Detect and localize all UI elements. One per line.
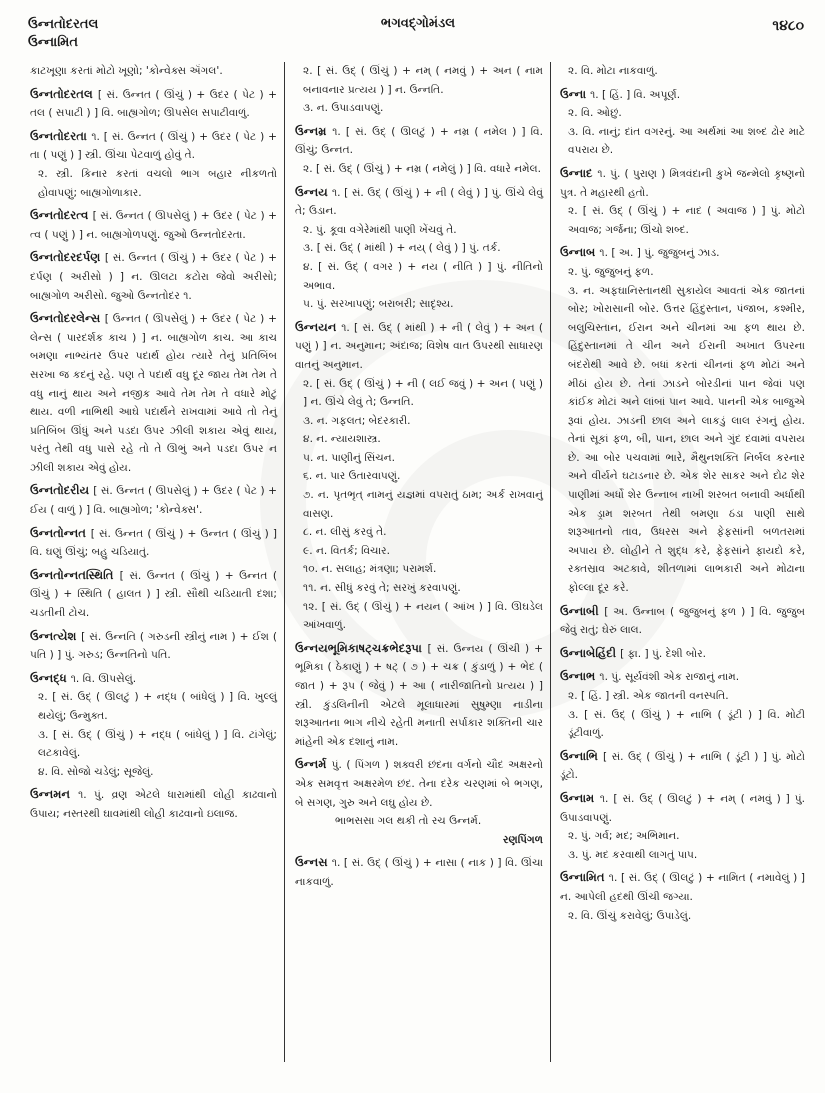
dictionary-entry <box>30 309 277 477</box>
sense: ૨. પું. કૂવા વગેરેમાંથી પાણી ખેંચવું તે. <box>303 223 457 236</box>
dictionary-entry <box>560 868 805 925</box>
dictionary-entry <box>295 755 543 849</box>
dictionary-entry <box>295 183 543 314</box>
sense: ૨. સ્ત્રી. કિનાર કરતાં વચલો ભાગ બહાર નીકળતો હોવાપણું; બાહ્યગોળાકાર. <box>38 167 277 199</box>
column-2 <box>295 62 543 896</box>
definition: [ સં. ઉન્નત ( ઊંચું ) + ઉન્નત ( ઊંચું ) + સ્થિતિ ( હાલત ) ] સ્ત્રી. સૌથી ચડિયાતી દશા; ચડતીની ટોચ. <box>30 569 277 620</box>
dictionary-entry <box>30 566 277 623</box>
verse-source: રણપિંગળ <box>503 833 543 846</box>
dictionary-entry <box>30 524 277 562</box>
dictionary-entry <box>560 747 805 785</box>
sense: ૩. ન. અફઘાનિસ્તાનથી સુકાયેલ આવતાં એક જાતનાં બોર; ખોરાસાની બોર. ઉત્તર હિંદુસ્તાન, પંજાબ, કશ્મીર, બલુચિસ્તાન, ઈરાન અને ચીનમાં આ ફળ થાય છે. હિંદુસ્તાનમાં તે ચીન અને ઈરાની અખાત ઉપરના બંદરોથી આવે છે. બધાં કરતાં ચીનનાં ફળ મોટાં અને મીઠાં હોય છે. તેનાં ઝાડને બોરડીનાં પાન જેવાં પણ કાંઈક મોટાં અને લાંબાં પાન આવે. પાનની એક બાજુએ રૂવાં હોય. ઝાડની છાલ અને લાકડું લાલ રંગનું હોય. તેનાં સૂકાં ફળ, બી, પાન, છાલ અને ગુંદ દવામાં વપરાય છે. આ બોર પચવામાં ભારે, મૈથુનશક્તિ નિર્બલ કરનાર અને વીર્યને ઘટાડનાર છે. એક શેર સાકર અને દોઢ શેર પાણીમાં અર્ધો શેર ઉન્નાબ નાખી શરબત બનાવી અર્ધાથી એક ડ્રામ શરબત તેથી બમણા ઠંડા પાણી સાથે શરૂઆતનો તાવ, ઉધરસ અને ફેફસાંની બળતરામાં અપાય છે. લોહીને તે શુદ્ધ કરે, ફેફસાંને ફાયદો કરે, રક્તસ્રાવ અટકાવે, શીતળામાં લાભકારી અને મોઢાના ફોલ્લા દૂર કરે. <box>568 284 805 595</box>
headword: ઉન્નતોદરત્વ <box>30 208 93 223</box>
sense: ૩. [ સં. ઉદ્ ( માંથી ) + નય્ ( લેવું ) ] પું. તર્ક. <box>303 242 501 255</box>
dictionary-entry <box>295 62 543 118</box>
sense: ૪. [ સં. ઉદ્ ( વગર ) + નય ( નીતિ ) ] પું. નીતિનો અભાવ. <box>303 260 543 292</box>
sense: ૨. વિ. ઓછું. <box>568 107 622 120</box>
column-1 <box>30 62 277 828</box>
definition: ૧. પું. ( પુરાણ ) મિત્રવંદાની કુખે જન્મેલો કૃષ્ણનો પુત્ર. તે મહારથી હતો. <box>560 167 805 199</box>
sense: ૩. પું. મદ કરવાથી લાગતું પાપ. <box>568 848 698 861</box>
sense: ૩. વિ. નાનું; દાંત વગરનું. આ અર્થમાં આ શબ્દ ઢોર માટે વપરાય છે. <box>568 125 805 157</box>
headword: ઉન્નતોદરલેન્સ <box>30 311 105 326</box>
column-divider <box>284 62 285 1062</box>
dictionary-entry <box>560 85 805 160</box>
dictionary-entry <box>30 248 277 305</box>
definition: [ સં. ઉન્નત ( ઊપસેલું ) + ઉદર ( પેટ ) + ઈય ( વાળું ) ] વિ. બાહ્યગોળ; 'કોન્વેક્સ'. <box>30 485 277 517</box>
headword: ઉન્નર્મ <box>295 757 332 772</box>
sense: ૬. ન. પાર ઉતારવાપણું. <box>303 470 401 483</box>
sense: ૩. [ સં. ઉદ્ ( ઊંચું ) + નદ્ધ ( બાંધેલું ) ] વિ. ટાંગેલું; લટકાવેલું. <box>38 728 277 760</box>
sense: ૪. વિ. સોજો ચડેલું; સૂજેલું. <box>38 765 154 778</box>
sense: ૨. પું. જુજુબનું ફળ. <box>568 265 654 278</box>
definition: ૧. વિ. ઊપસેલું. <box>70 672 137 685</box>
headword: ઉન્નસ <box>295 855 332 870</box>
dictionary-entry <box>30 206 277 244</box>
dictionary-entry <box>30 62 277 81</box>
sense: ૨. [ સં. ઉદ્ ( ઊંચું ) + ની ( લઈ જવું ) + અન ( પણું ) ] ન. ઊંચે લેવું તે; ઉન્નતિ. <box>303 377 543 409</box>
guide-word-top: ઉન્નતોદરતલ <box>28 17 99 32</box>
definition: [ સં. ઉન્નત ( ઊંચું ) + ઉદર ( પેટ ) + દર્પણ ( અરીસો ) ] ન. ઊલટા કટોરા જેવો અરીસો; બાહ્યગોળ અરીસો. જુઓ ઉન્નતોદર ૧. <box>30 252 277 302</box>
headword: ઉન્નયભૂમિકાષટ્ચક્રભેદરૂપા <box>295 640 428 655</box>
sense: ૫. ન. પાણીનું સિંચન. <box>303 451 396 464</box>
headword: ઉન્ના <box>560 86 591 101</box>
dictionary-entry <box>295 639 543 752</box>
dictionary-entry <box>30 481 277 519</box>
headword: ઉન્નતોન્નતસ્થિતિ <box>30 567 120 582</box>
headword: ઉન્નતોદરદર્પણ <box>30 250 105 265</box>
page-header <box>28 14 808 54</box>
headword: ઉન્નાબેહિંદી <box>560 645 621 660</box>
dictionary-entry <box>30 127 277 202</box>
sense: ૧૨. [ સં. ઉદ્ ( ઊંચું ) + નયન ( આંખ ) ] વિ. ઊઘડેલ આંખવાળું. <box>303 600 543 632</box>
headword: ઉન્નતોન્નત <box>30 525 91 540</box>
dictionary-entry <box>560 667 805 742</box>
headword: ઉન્નયન <box>295 319 342 334</box>
sense: ૮. ન. લીસું કરવું તે. <box>303 526 387 539</box>
sense: ૩. ન. ગફલત; બેદરકારી. <box>303 414 411 427</box>
headword: ઉન્નદ્ધ <box>30 670 71 685</box>
headword: ઉન્નાભિ <box>560 748 604 763</box>
definition: ૧. [ સં. ઉન્નત ( ઊંચું ) + ઉદર ( પેટ ) + તા ( પણું ) ] સ્ત્રી. ઊંચા પેટવાળું હોવું તે. <box>30 130 277 162</box>
definition: [ સં. ઉન્નત ( ઊંચું ) + ઉન્નત ( ઊંચું ) ] વિ. ઘણું ઊંચું; બહુ ચડિયાતું. <box>30 527 277 559</box>
definition: ૧. [ સં. ઉદ્ ( ઊંચું ) + નાસા ( નાક ) ] વિ. ઊંચા નાકવાળું. <box>295 857 544 888</box>
book-title: ભગવદ્ગોમંડલ <box>380 16 456 31</box>
headword: ઉન્નામિત <box>560 870 609 885</box>
headword: ઉન્નમ્ર <box>295 123 333 138</box>
sense: ૪. ન. ન્યાયશાસ્ત્ર. <box>303 433 381 446</box>
sense: ૨. [ સં. ઉદ્ ( ઊંચું ) + નમ્ ( નમવું ) + અન ( નામ બનાવનાર પ્રત્યય ) ] ન. ઉન્નતિ. <box>303 65 543 96</box>
sense: ૭. ન. પૃતભૃત્ નામનું યજ્ઞમાં વપરાતું ઠામ; અર્ક રાખવાનું વાસણ. <box>303 489 543 520</box>
dictionary-entry <box>560 602 805 640</box>
definition: ૧. પું. સૂર્યવંશી એક રાજાનું નામ. <box>599 671 740 684</box>
guide-word-bottom: ઉન્નામિત <box>28 35 78 50</box>
dictionary-entry <box>295 318 543 635</box>
definition: [ સં. ઉન્નતિ ( ગરુડની સ્ત્રીનું નામ ) + ઈશ ( પતિ ) ] પું. ગરુડ; ઉન્નતિનો પતિ. <box>30 630 277 662</box>
sense: ૨. વિ. મોટા નાકવાળું. <box>568 65 658 77</box>
definition: [ સં. ઉદ્ ( ઊંચું ) + નાભિ ( ડૂંટી ) ] પું. મોટો ડૂંટો. <box>560 750 806 782</box>
headword: ઉન્નાબ <box>560 245 600 260</box>
sense: ૯. ન. વિતર્ક; વિચાર. <box>303 544 390 557</box>
sense: ૨. વિ. ઊંચું કરાવેલું; ઉપાડેલું. <box>568 909 692 922</box>
dictionary-entry <box>560 62 805 81</box>
dictionary-entry <box>295 122 543 179</box>
headword: ઉન્નતોદરતલ <box>30 86 98 101</box>
sense: ૩. ન. ઉપાડવાપણું. <box>303 102 384 115</box>
definition: ૧. પું. વ્રણ એટલે ધારામાંથી લોહી કાઢવાનો ઉપાય; નસ્તરથી ઘાવમાંથી લોહી કાઢવાનો ઇલાજ. <box>30 789 277 820</box>
dictionary-entry <box>560 243 805 597</box>
dictionary-entry <box>560 164 805 239</box>
definition: પું. ( પિંગળ ) શક્વરી છંદના વર્ગનો ચૌદ અક્ષરનો એક સમવૃત્ત અક્ષરમેળ છંદ. તેના દરેક ચરણમાં બે ભગણ, બે સગણ, ગુરુ અને લઘુ હોય છે. <box>295 759 543 809</box>
headword: ઉન્નાબી <box>560 603 605 618</box>
column-divider <box>550 62 551 1062</box>
definition: ૧. [ અ. ] પું. જુજુબનું ઝાડ. <box>599 247 720 260</box>
headword: ઉન્નાદ <box>560 165 598 180</box>
dictionary-entry <box>560 789 805 864</box>
sense: ૨. [ હિં. ] સ્ત્રી. એક જાતની વનસ્પતિ. <box>568 690 729 702</box>
sense: ૨. [ સં. ઉદ્ ( ઊલટું ) + નદ્ધ ( બાંધેલું ) ] વિ. ખુલ્લું થયેલું; ઉન્મુક્ત. <box>38 691 277 722</box>
definition: [ ફા. ] પું. દેશી બોર. <box>620 647 707 660</box>
definition: [ સં. ઉન્નત ( ઊંચું ) + ઉદર ( પેટ ) + તલ ( સપાટી ) ] વિ. બાહ્યગોળ; ઊપસેલ સપાટીવાળું. <box>30 88 277 120</box>
sense: ૧૦. ન. સલાહ; મંત્રણા; પરામર્શ. <box>303 563 437 576</box>
definition: [ અ. ઉન્નાબ ( જુજુબનું ફળ ) ] વિ. જુજુબ જેવું રાતું; ઘેરું લાલ. <box>560 605 806 637</box>
sense: ૨. [ સં. ઉદ્ ( ઊંચું ) + નાદ ( અવાજ ) ] પું. મોટો અવાજ; ગર્જના; ઊંચો શબ્દ. <box>568 205 805 236</box>
sense: ૧૧. ન. સીધું કરવું તે; સરખું કરવાપણું. <box>303 582 461 595</box>
sense: ૨. પું. ગર્વ; મદ; અભિમાન. <box>568 830 680 843</box>
definition: [ ઉન્નત ( ઊપસેલું ) + ઉદર ( પેટ ) + લેન્સ ( પારદર્શક કાચ ) ] ન. બાહ્યગોળ કાચ. આ કાચ બમણા નાભ્યંતર ઉપર પદાર્થ હોય ત્યારે તેનું પ્રતિબિંબ સરખા જ કદનું રહે. પણ તે પદાર્થ વધુ દૂર જાય તેમ તેમ તે વધુ નાનું થાય અને નજીક આવે તેમ તેમ તે વધારે મોટું થાય. વળી નાભિથી આઘે પદાર્થને રાખવામાં આવે તો તેનું પ્રતિબિંબ ઊંધું અને પડદા ઉપર ઝીલી શકાય એવું થાય, પરંતુ તેથી વધુ પાસે રહે તો તે ઊભું અને પડદા ઉપર ન ઝીલી શકાય એવું હોય. <box>30 313 277 474</box>
definition: ૧. [ હિં. ] વિ. અપૂર્ણ. <box>590 88 681 101</box>
headword: ઉન્નત્યેશ <box>30 628 82 643</box>
page-number: ૧૪૮૦ <box>772 18 804 34</box>
definition: [ સં. ઉન્નત ( ઊપસેલું ) + ઉદર ( પેટ ) + ત્વ ( પણું ) ] ન. બાહ્યગોળપણું. જુઓ ઉન્નતોદરતા. <box>30 210 277 241</box>
definition: [ સં. ઉન્નય ( ઊંચી ) + ભૂમિકા ( ઠેકાણું ) + ષટ્ ( ૭ ) + ચક્ર ( કુંડાળું ) + ભેદ ( જાત ) + રૂપ ( જેવું ) + આ ( નારીજાતિનો પ્રત્યય ) ] સ્ત્રી. કુંડલિનીની એટલે મૂલાધારમાં સુષુમ્ણા નાડીના શરૂઆતના ભાગ નીચે રહેતી મનાતી સર્પાકાર શક્તિની ચાર માંહેની એક દશાનું નામ. <box>295 642 544 748</box>
definition: ૧. [ સં. ઉદ્ ( ઊલટું ) + નમ્ ( નમવું ) ] પું. ઉપાડવાપણું. <box>560 792 805 824</box>
verse-quote: ભાભસસા ગલ થકી તો રચ ઉન્નર્મ. <box>335 815 482 828</box>
headword: ઉન્નમન <box>30 787 79 802</box>
headword: ઉન્નતોદરતા <box>30 128 92 143</box>
definition: ૧. [ સં. ઉદ્ ( ઊંચું ) + ની ( લેવું ) ] પું. ઊંચે લેવું તે; ઉડાન. <box>295 186 543 218</box>
sense: ૩. [ સં. ઉદ્ ( ઊંચું ) + નાભિ ( ડૂંટી ) ] વિ. મોટી ડૂંટીવાળું. <box>568 708 805 740</box>
sense: ૫. પું. સરખાપણું; બરાબરી; સાદૃશ્ય. <box>303 298 454 311</box>
definition: ૧. [ સં. ઉદ્ ( ઊલટું ) + નમ્ર ( નમેલ ) ] વિ. ઊંચું; ઉન્નત. <box>295 125 543 157</box>
dictionary-entry <box>30 785 277 823</box>
dictionary-entry <box>30 85 277 123</box>
dictionary-entry <box>30 669 277 782</box>
definition: ૧. [ સં. ઉદ્ ( માંથી ) + ની ( લેવું ) + અન ( પણું ) ] ન. અનુમાન; અંદાજ; વિશેષ વાત ઉપરથી સાધારણ વાતનું અનુમાન. <box>295 321 543 371</box>
definition: ૧. [ સં. ઉદ્ ( ઊલટું ) + નામિત ( નમાવેલું ) ] ન. આપેલી હદથી ઊંચી જગ્યા. <box>560 872 805 903</box>
column-3 <box>560 62 805 929</box>
dictionary-entry <box>295 853 543 891</box>
entry-continuation: કાટખૂણા કરતાં મોટો ખૂણો; 'કોન્વેક્સ ઍંગલ'. <box>30 65 223 77</box>
sense: ૨. [ સં. ઉદ્ ( ઊંચું ) + નમ્ર ( નમેલું ) ] વિ. વધારે નમેલ. <box>303 162 541 175</box>
headword: ઉન્નતોદરીય <box>30 483 94 498</box>
headword: ઉન્નય <box>295 184 332 199</box>
dictionary-entry <box>560 644 805 664</box>
headword: ઉન્નામ <box>560 790 600 805</box>
headword: ઉન્નાભ <box>560 669 600 684</box>
dictionary-entry <box>30 627 277 665</box>
